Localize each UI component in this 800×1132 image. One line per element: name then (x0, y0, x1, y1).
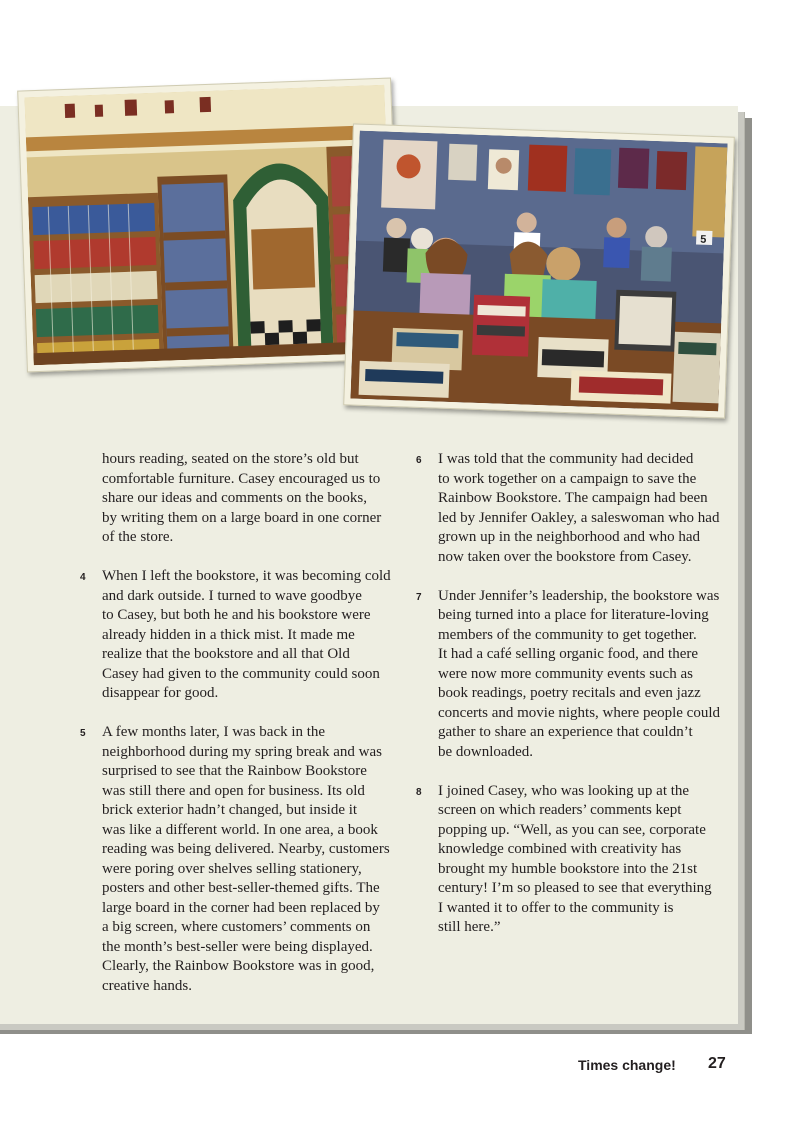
bookstore-interior-image (24, 85, 393, 365)
text-line: surprised to see that the Rainbow Bookstore (102, 763, 367, 779)
text-line: knowledge combined with creativity has (438, 841, 682, 857)
bookstore-cafe-photo (343, 123, 735, 418)
text-line: I wanted it to offer to the community is (438, 899, 674, 916)
text-line: Rainbow Bookstore. The campaign had been (438, 490, 708, 506)
chapter-title: Times change! (578, 1057, 676, 1073)
text-line: I was told that the community had decided (438, 451, 694, 467)
text-line: It had a café selling organic food, and there (438, 646, 699, 662)
text-line: brick exterior hadn’t changed, but inside it (102, 802, 358, 818)
text-line: When I left the bookstore, it was becoming cold (102, 568, 391, 584)
text-line: was like a different world. In one area, a book (102, 821, 378, 838)
paragraph-6 (416, 450, 738, 567)
text-line: screen on which readers’ comments kept (438, 802, 682, 818)
text-line: gather to share an experience that couldn’t (438, 724, 693, 740)
text-line: hours reading, seated on the store’s old but (102, 451, 359, 467)
paragraph-number: 4 (80, 572, 86, 583)
text-line: comfortable furniture. Casey encouraged us to (102, 470, 381, 487)
text-line: reading was being delivered. Nearby, customers (102, 841, 390, 857)
text-line: to Casey, but both he and his bookstore were (102, 607, 371, 623)
text-line: to work together on a campaign to save the (438, 470, 697, 487)
left-text-column (80, 450, 402, 1016)
table-number-sign: 5 (699, 233, 707, 246)
text-line: posters and other best-seller-themed gifts. The (102, 880, 380, 896)
text-line: were poring over shelves selling stationery, (102, 860, 362, 877)
text-line: Under Jennifer’s leadership, the bookstore was (438, 587, 720, 604)
paragraph-number: 6 (416, 455, 422, 466)
text-line: grown up in the neighborhood and who had (438, 529, 701, 545)
text-line: still here.” (438, 919, 501, 935)
text-line: Clearly, the Rainbow Bookstore was in good, (102, 958, 375, 974)
text-line: disappear for good. (102, 685, 219, 701)
paragraph-4 (80, 567, 402, 704)
paragraph-number: 7 (416, 591, 422, 603)
text-line: I joined Casey, who was looking up at the (438, 782, 690, 799)
right-text-column (416, 450, 738, 957)
text-line: led by Jennifer Oakley, a saleswoman who had (438, 509, 720, 526)
text-line: creative hands. (102, 977, 192, 994)
text-line: share our ideas and comments on the books, (102, 490, 367, 506)
text-line: was still there and open for business. Its old (102, 782, 365, 799)
page-number: 27 (708, 1055, 726, 1072)
paragraph-5 (80, 723, 402, 996)
text-line: a big screen, where customers’ comments on (102, 919, 371, 935)
text-line: be downloaded. (438, 743, 533, 760)
text-line: now taken over the bookstore from Casey. (438, 548, 692, 565)
text-line: large board in the corner had been replaced by (102, 899, 380, 916)
text-line: realize that the bookstore and all that Old (102, 646, 350, 662)
text-line: by writing them on a large board in one corner (102, 509, 382, 526)
text-line: century! I’m so pleased to see that everything (438, 880, 712, 896)
text-line: A few months later, I was back in the (102, 724, 326, 740)
text-line: already hidden in a thick mist. It made me (102, 626, 355, 643)
text-line: of the store. (102, 529, 174, 545)
text-line: were now more community events such as (438, 665, 693, 682)
paragraph-7 (416, 587, 738, 763)
paragraph-continued (102, 450, 402, 548)
text-line: and dark outside. I turned to wave goodbye (102, 587, 362, 604)
text-line: popping up. “Well, as you can see, corporate (438, 821, 706, 838)
paragraph-number: 5 (80, 728, 86, 739)
text-line: being turned into a place for literature-loving (438, 607, 709, 623)
text-line: members of the community to get together. (438, 626, 697, 643)
text-line: concerts and movie nights, where people could (438, 704, 720, 721)
text-line: book readings, poetry recitals and even jazz (438, 685, 701, 701)
paragraph-number: 8 (416, 786, 422, 798)
text-line: Casey had given to the community could soon (102, 665, 380, 682)
text-line: the month’s best-seller were being displayed. (102, 938, 373, 955)
bookstore-interior-photo (17, 78, 401, 373)
bookstore-cafe-image (350, 131, 727, 412)
text-line: neighborhood during my spring break and was (102, 743, 382, 760)
text-line: brought my humble bookstore into the 21st (438, 860, 698, 877)
paragraph-8 (416, 782, 738, 938)
